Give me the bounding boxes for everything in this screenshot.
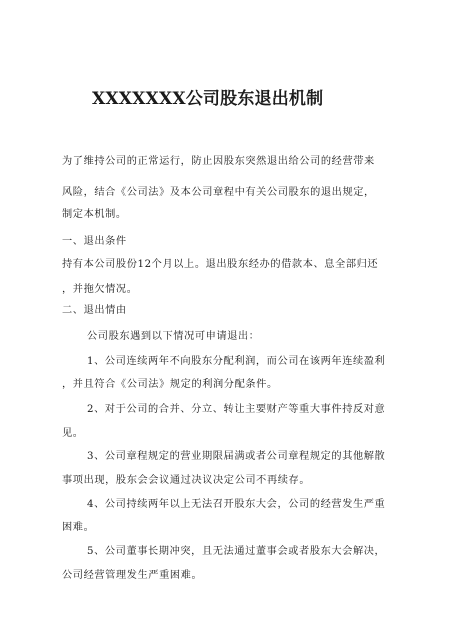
section-heading: 一、退出条件 (62, 236, 127, 247)
list-item-line: 困难。 (62, 522, 95, 533)
list-item-line: 2、对于公司的合并、分立、转让主要财产等重大事件持反对意 (87, 404, 386, 415)
paragraph-line: 风险，结合《公司法》及本公司章程中有关公司股东的退出规定， (62, 187, 375, 198)
list-item-line: ，并且符合《公司法》规定的利润分配条件。 (62, 379, 278, 390)
list-item-line: 公司经营管理发生严重困难。 (62, 570, 203, 581)
list-item-line: 4、公司持续两年以上无法召开股东大会，公司的经营发生严重 (87, 499, 386, 510)
list-item-line: 3、公司章程规定的营业期限届满或者公司章程规定的其他解散 (87, 451, 386, 462)
paragraph-line: 制定本机制。 (62, 209, 127, 220)
list-item-line: 事项出现，股东会会议通过决议决定公司不再续存。 (62, 475, 311, 486)
paragraph-line: 持有本公司股份12个月以上。退出股东经办的借款本、息全部归还 (62, 259, 379, 270)
document-title: XXXXXXX公司股东退出机制 (92, 89, 324, 109)
list-item-line: 1、公司连续两年不向股东分配利润，而公司在该两年连续盈利 (87, 356, 386, 367)
list-item-line: 见。 (62, 428, 84, 439)
paragraph-line: 公司股东遇到以下情况可申请退出： (87, 331, 260, 342)
list-item-line: 5、公司董事长期冲突，且无法通过董事会或者股东大会解决， (87, 546, 386, 557)
paragraph-line: ，并拖欠情况。 (62, 284, 138, 295)
section-heading: 二、退出情由 (62, 305, 127, 316)
paragraph-line: 为了维持公司的正常运行，防止因股东突然退出给公司的经营带来 (62, 156, 375, 167)
